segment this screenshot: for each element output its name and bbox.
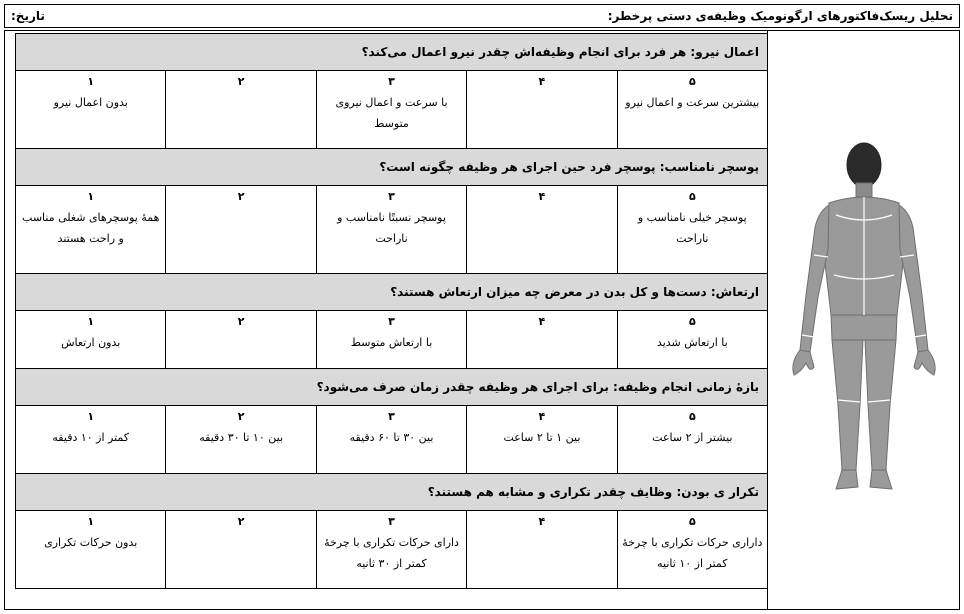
rating-cell[interactable] — [166, 311, 316, 369]
rating-number: ۵ — [688, 315, 696, 328]
rating-number: ۴ — [538, 190, 546, 203]
rating-number: ۲ — [237, 410, 245, 423]
rating-number: ۳ — [388, 315, 395, 328]
rating-row — [16, 406, 768, 474]
rating-description: بدون اعمال نیرو — [53, 96, 128, 109]
rating-cell[interactable] — [16, 511, 166, 589]
rating-cell[interactable] — [617, 406, 767, 474]
rating-description: پوسچر خیلی نامناسب و ناراحت — [637, 211, 747, 245]
rating-description: همهٔ پوسچرهای شغلی مناسب و راحت هستند — [22, 211, 160, 245]
rating-cell[interactable] — [467, 186, 617, 274]
rating-number: ۳ — [388, 515, 395, 528]
rating-description: بین ۱ تا ۲ ساعت — [503, 431, 581, 444]
section-question: ارتعاش: دست‌ها و کل بدن در معرض چه میزان ارتعاش هستند؟ — [16, 274, 768, 311]
section-header — [16, 369, 768, 406]
rating-row — [16, 186, 768, 274]
rating-cell[interactable] — [166, 71, 316, 149]
date-label: تاریخ: — [11, 9, 45, 23]
rating-cell[interactable] — [166, 406, 316, 474]
rating-cell[interactable] — [316, 511, 466, 589]
rating-number: ۴ — [538, 315, 546, 328]
form-title: تحلیل ریسک‌فاکتورهای ارگونومیک وظیفه‌ی دستی پرخطر: — [607, 9, 953, 23]
rating-cell[interactable] — [16, 406, 166, 474]
rating-number: ۴ — [538, 410, 546, 423]
section-header — [16, 149, 768, 186]
section-header — [16, 474, 768, 511]
rating-row — [16, 311, 768, 369]
rating-number: ۳ — [388, 410, 395, 423]
risk-factor-table — [15, 33, 768, 589]
rating-cell[interactable] — [617, 511, 767, 589]
rating-number: ۵ — [688, 190, 696, 203]
rating-number: ۲ — [237, 315, 245, 328]
body-map-panel — [767, 31, 959, 609]
rating-description: با سرعت و اعمال نیروی متوسط — [335, 96, 448, 130]
section-question: تکرار ی بودن: وظایف چقدر تکراری و مشابه هم هستند؟ — [16, 474, 768, 511]
rating-number: ۴ — [538, 515, 546, 528]
rating-cell[interactable] — [467, 311, 617, 369]
section-question: پوسچر نامناسب: پوسچر فرد حین اجرای هر وظیفه چگونه است؟ — [16, 149, 768, 186]
rating-number: ۱ — [87, 315, 95, 328]
rating-row — [16, 71, 768, 149]
rating-cell[interactable] — [467, 71, 617, 149]
rating-description: بیشتر از ۲ ساعت — [652, 431, 733, 444]
rating-number: ۴ — [538, 75, 546, 88]
rating-number: ۲ — [237, 75, 245, 88]
rating-number: ۵ — [688, 75, 696, 88]
rating-cell[interactable] — [16, 311, 166, 369]
rating-row — [16, 511, 768, 589]
rating-description: کمتر از ۱۰ دقیقه — [52, 431, 130, 444]
rating-description: با ارتعاش شدید — [656, 336, 728, 349]
rating-description: بدون ارتعاش — [61, 336, 121, 349]
rating-number: ۳ — [388, 75, 395, 88]
rating-cell[interactable] — [166, 186, 316, 274]
rating-description: بدون حرکات تکراری — [44, 536, 138, 549]
rating-number: ۱ — [87, 515, 95, 528]
body-map-figure — [784, 135, 944, 505]
form-header — [4, 4, 960, 28]
rating-number: ۵ — [688, 410, 696, 423]
rating-description: بین ۱۰ تا ۳۰ دقیقه — [199, 431, 284, 444]
rating-cell[interactable] — [16, 71, 166, 149]
rating-number: ۱ — [87, 75, 95, 88]
rating-description: بین ۳۰ تا ۶۰ دقیقه — [349, 431, 434, 444]
rating-number: ۱ — [87, 410, 95, 423]
rating-description: بیشترین سرعت و اعمال نیرو — [625, 96, 760, 109]
section-header — [16, 274, 768, 311]
rating-cell[interactable] — [617, 311, 767, 369]
rating-cell[interactable] — [617, 71, 767, 149]
section-question: بازهٔ زمانی انجام وظیفه: برای اجرای هر وظیفه چقدر زمان صرف می‌شود؟ — [16, 369, 768, 406]
rating-description: داراری حرکات تکراری با چرخهٔ کمتر از ۱۰ ثانیه — [622, 536, 763, 570]
rating-cell[interactable] — [316, 71, 466, 149]
section-question: اعمال نیرو: هر فرد برای انجام وظیفه‌اش چقدر نیرو اعمال می‌کند؟ — [16, 34, 768, 71]
rating-description: دارای حرکات تکراری با چرخهٔ کمتر از ۳۰ ثانیه — [324, 536, 459, 570]
rating-cell[interactable] — [316, 406, 466, 474]
section-header — [16, 34, 768, 71]
rating-number: ۲ — [237, 190, 245, 203]
rating-cell[interactable] — [166, 511, 316, 589]
form-body — [4, 30, 960, 610]
rating-number: ۵ — [688, 515, 696, 528]
rating-cell[interactable] — [467, 511, 617, 589]
rating-number: ۱ — [87, 190, 95, 203]
rating-description: با ارتعاش متوسط — [350, 336, 433, 349]
rating-description: پوسچر نسبتًا نامناسب و ناراحت — [337, 211, 446, 245]
rating-cell[interactable] — [316, 186, 466, 274]
rating-cell[interactable] — [617, 186, 767, 274]
rating-cell[interactable] — [16, 186, 166, 274]
rating-cell[interactable] — [467, 406, 617, 474]
rating-cell[interactable] — [316, 311, 466, 369]
rating-number: ۲ — [237, 515, 245, 528]
rating-number: ۳ — [388, 190, 395, 203]
